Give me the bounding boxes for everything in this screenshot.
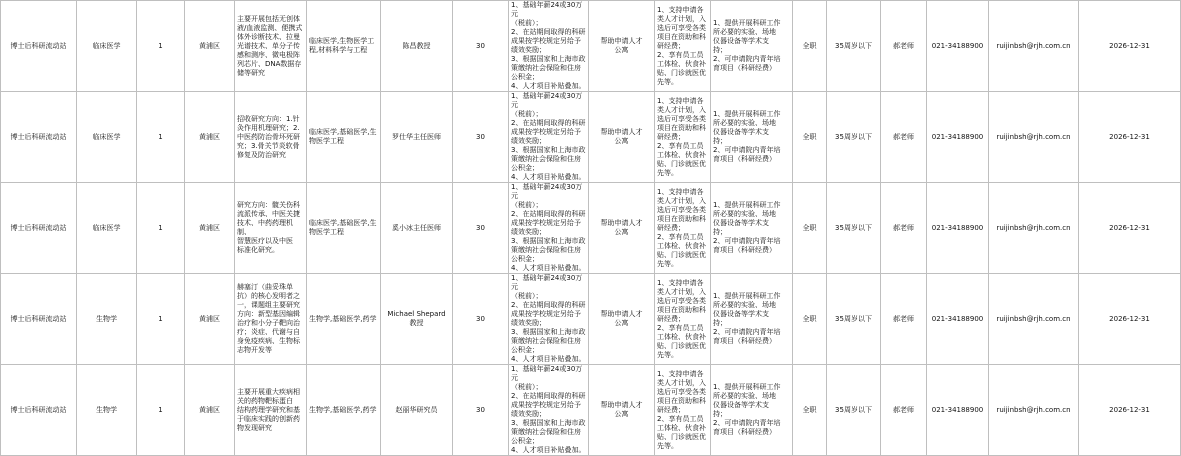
cell-line: 主要开展包括无创体 <box>237 14 300 23</box>
cell-line: 项目在资助和科 <box>657 214 706 223</box>
cell-line: 选后可享受各类 <box>657 23 706 32</box>
phone-cell: 021-34188900 <box>927 365 989 456</box>
direction-cell <box>235 365 307 456</box>
cell-line: 公寓 <box>614 410 629 418</box>
salary-cell <box>509 274 589 365</box>
cell-line: 究；3.骨关节炎软骨 <box>237 141 300 150</box>
cell-line: 育项目（科研经费） <box>713 428 776 436</box>
deadline-cell: 2026-12-31 <box>1079 183 1181 274</box>
district-cell: 黄浦区 <box>185 274 235 365</box>
cell-line: 中医药防治骨坏死研 <box>237 132 300 141</box>
deadline-cell: 2026-12-31 <box>1079 1 1181 92</box>
cell-line: 液/血液监测、便携式 <box>237 23 303 32</box>
discipline-cell: 生物学 <box>77 365 137 456</box>
cell-line: 物发现研究 <box>237 423 272 432</box>
cell-line: 赵丽华研究员 <box>395 405 438 414</box>
cell-line: 成果按学校规定另给予 <box>511 37 581 45</box>
talent-cell <box>655 92 711 183</box>
discipline-cell: 生物学 <box>77 274 137 365</box>
cell-line: 成果按学校规定另给予 <box>511 310 581 318</box>
cell-line: 3、根据国家和上海市政 <box>511 419 586 427</box>
cell-line: Michael Shepard <box>387 310 446 318</box>
deadline-cell: 2026-12-31 <box>1079 365 1181 456</box>
cell-line: 1、支持申请各 <box>657 5 704 14</box>
cell-line: 2、享有员工员 <box>657 414 704 423</box>
cell-line: 策缴纳社会保险和住房 <box>511 246 581 254</box>
cell-line: 策缴纳社会保险和住房 <box>511 64 581 72</box>
cell-line: 2、在站期间取得的科研 <box>511 119 586 127</box>
supervisor-cell <box>381 183 453 274</box>
station-cell: 博士后科研流动站 <box>1 183 77 274</box>
cell-line: 1、提供开展科研工作 <box>713 201 781 209</box>
cell-line: 公积金； <box>511 164 539 172</box>
salary-cell <box>509 1 589 92</box>
cell-line: 帮助申请人才 <box>600 219 643 227</box>
cell-line: 工体检、伙食补 <box>657 59 706 68</box>
cell-line: 3、根据国家和上海市政 <box>511 328 586 336</box>
cell-line: 育项目（科研经费） <box>713 337 776 345</box>
cell-line: 1、基础年薪24或30万元 <box>511 365 583 382</box>
cell-line: 研经费； <box>657 41 685 50</box>
cell-line: 1、提供开展科研工作 <box>713 292 781 300</box>
supervisor-cell <box>381 274 453 365</box>
job-type-cell: 全职 <box>793 274 827 365</box>
cell-line: 公寓 <box>614 46 629 54</box>
cell-line: 贴、门诊就医优 <box>657 250 706 259</box>
research-cell <box>711 183 793 274</box>
cell-line: 1、基础年薪24或30万元 <box>511 274 583 291</box>
housing-cell <box>589 274 655 365</box>
cell-line: 持； <box>713 228 727 236</box>
cell-line: 所必要的实验、场地 <box>713 301 776 309</box>
cell-line: 灸作用机理研究；2. <box>237 123 300 132</box>
job-type-cell: 全职 <box>793 92 827 183</box>
research-cell <box>711 274 793 365</box>
cell-line: 工体检、伙食补 <box>657 332 706 341</box>
cell-line: 2、享有员工员 <box>657 323 704 332</box>
salary-cell <box>509 183 589 274</box>
housing-cell <box>589 183 655 274</box>
cell-line: 贴、门诊就医优 <box>657 341 706 350</box>
cell-line: 育项目（科研经费） <box>713 64 776 72</box>
cell-line: 2、可申请院内青年培 <box>713 328 781 336</box>
cell-line: 招收研究方向：1.针 <box>237 114 300 123</box>
job-type-cell: 全职 <box>793 183 827 274</box>
email-cell: ruijinbsh@rjh.com.cn <box>989 274 1079 365</box>
cell-line: 1、支持申请各 <box>657 369 704 378</box>
cell-line: 4、人才项目补贴叠加。 <box>511 446 586 454</box>
count-cell: 1 <box>137 365 185 456</box>
age-limit-cell: 35周岁以下 <box>827 92 881 183</box>
cell-line: 疗；炎症、代谢与自 <box>237 328 300 336</box>
cell-line: 所必要的实验、场地 <box>713 119 776 127</box>
cell-line: 类人才计划，入 <box>657 14 706 23</box>
cell-line: （税前）； <box>511 292 543 300</box>
cell-line: 公积金； <box>511 73 539 81</box>
cell-line: 育项目（科研经费） <box>713 246 776 254</box>
count-cell: 1 <box>137 92 185 183</box>
cell-line: 研经费； <box>657 132 685 141</box>
supervisor-cell <box>381 365 453 456</box>
cell-line: 罗仕华主任医师 <box>392 132 441 141</box>
cell-line: 1、基础年薪24或30万元 <box>511 1 583 18</box>
cell-line: 先等。 <box>657 77 678 86</box>
cell-line: 仪器设备等学术支 <box>713 401 769 409</box>
email-cell: ruijinbsh@rjh.com.cn <box>989 1 1079 92</box>
cell-line: 3、根据国家和上海市政 <box>511 146 586 154</box>
cell-line: 类人才计划，入 <box>657 378 706 387</box>
cell-line: 治疗和小分子靶向治 <box>237 319 300 327</box>
cell-line: 2、可申请院内青年培 <box>713 419 781 427</box>
cell-line: 所必要的实验、场地 <box>713 392 776 400</box>
talent-cell <box>655 1 711 92</box>
phone-cell: 021-34188900 <box>927 92 989 183</box>
cell-line: 绩效奖励； <box>511 228 546 236</box>
cell-line: 公寓 <box>614 319 629 327</box>
cell-line: 工体检、伙食补 <box>657 241 706 250</box>
cell-line: 成果按学校规定另给予 <box>511 128 581 136</box>
cell-line: 标准化研究。 <box>237 246 279 254</box>
cell-line: 2、享有员工员 <box>657 50 704 59</box>
age-cell: 30 <box>453 365 509 456</box>
cell-line: （税前）； <box>511 19 543 27</box>
station-cell: 博士后科研流动站 <box>1 92 77 183</box>
cell-line: 2、享有员工员 <box>657 232 704 241</box>
cell-line: 仪器设备等学术支 <box>713 219 769 227</box>
cell-line: 选后可享受各类 <box>657 296 706 305</box>
contact-cell: 郝老师 <box>881 183 927 274</box>
cell-line: 公积金； <box>511 346 539 354</box>
cell-line: 临床医学,基础医学,生 <box>309 128 377 136</box>
table-row <box>1 183 1181 274</box>
cell-line: 教授 <box>409 319 424 327</box>
research-cell <box>711 365 793 456</box>
housing-cell <box>589 92 655 183</box>
table-body <box>1 1 1181 456</box>
contact-cell: 郝老师 <box>881 1 927 92</box>
cell-line: 持； <box>713 137 727 145</box>
supervisor-cell <box>381 92 453 183</box>
cell-line: 列芯片、DNA数据存 <box>237 59 302 68</box>
cell-line: 物医学工程 <box>309 228 344 236</box>
table-row <box>1 365 1181 456</box>
cell-line: 工体检、伙食补 <box>657 423 706 432</box>
cell-line: 1、提供开展科研工作 <box>713 110 781 118</box>
cell-line: 类人才计划，入 <box>657 196 706 205</box>
cell-line: 修复及防治研究 <box>237 150 286 159</box>
cell-line: 奚小冰主任医师 <box>392 223 441 232</box>
fields-cell <box>307 1 381 92</box>
housing-cell <box>589 1 655 92</box>
cell-line: 贴、门诊就医优 <box>657 68 706 77</box>
cell-line: （税前）； <box>511 201 543 209</box>
direction-cell <box>235 274 307 365</box>
cell-line: 3、根据国家和上海市政 <box>511 237 586 245</box>
discipline-cell: 临床医学 <box>77 183 137 274</box>
contact-cell: 郝老师 <box>881 92 927 183</box>
cell-line: 选后可享受各类 <box>657 205 706 214</box>
cell-line: 方向：新型基因编辑 <box>237 310 300 318</box>
fields-cell <box>307 365 381 456</box>
cell-line: 帮助申请人才 <box>600 401 643 409</box>
cell-line: 体外诊断技术、拉曼 <box>237 32 300 41</box>
cell-line: （税前）； <box>511 383 543 391</box>
cell-line: 持； <box>713 410 727 418</box>
talent-cell <box>655 183 711 274</box>
cell-line: 于临床实践的创新药 <box>237 414 300 423</box>
cell-line: 类人才计划，入 <box>657 287 706 296</box>
direction-cell <box>235 183 307 274</box>
salary-cell <box>509 92 589 183</box>
count-cell: 1 <box>137 1 185 92</box>
job-type-cell: 全职 <box>793 365 827 456</box>
cell-line: 选后可享受各类 <box>657 114 706 123</box>
cell-line: 项目在资助和科 <box>657 32 706 41</box>
research-cell <box>711 1 793 92</box>
cell-line: 流派传承、中医关捷 <box>237 210 300 218</box>
cell-line: 绩效奖励； <box>511 410 546 418</box>
cell-line: 公积金； <box>511 255 539 263</box>
cell-line: 2、可申请院内青年培 <box>713 146 781 154</box>
cell-line: 贴、门诊就医优 <box>657 159 706 168</box>
cell-line: 感和测序、微电极阵 <box>237 50 300 59</box>
housing-cell <box>589 365 655 456</box>
cell-line: 研经费； <box>657 405 685 414</box>
cell-line: 1、提供开展科研工作 <box>713 383 781 391</box>
cell-line: 研经费； <box>657 314 685 323</box>
cell-line: 所必要的实验、场地 <box>713 210 776 218</box>
cell-line: 策缴纳社会保险和住房 <box>511 428 581 436</box>
contact-cell: 郝老师 <box>881 365 927 456</box>
cell-line: 1、支持申请各 <box>657 96 704 105</box>
contact-cell: 郝老师 <box>881 274 927 365</box>
fields-cell <box>307 274 381 365</box>
cell-line: 先等。 <box>657 259 678 268</box>
cell-line: 选后可享受各类 <box>657 387 706 396</box>
cell-line: 项目在资助和科 <box>657 123 706 132</box>
cell-line: 4、人才项目补贴叠加。 <box>511 82 586 90</box>
cell-line: 2、享有员工员 <box>657 141 704 150</box>
district-cell: 黄浦区 <box>185 183 235 274</box>
cell-line: 2、在站期间取得的科研 <box>511 301 586 309</box>
talent-cell <box>655 274 711 365</box>
station-cell: 博士后科研流动站 <box>1 274 77 365</box>
cell-line: 4、人才项目补贴叠加。 <box>511 173 586 181</box>
cell-line: 成果按学校规定另给予 <box>511 219 581 227</box>
discipline-cell: 临床医学 <box>77 92 137 183</box>
cell-line: 抗）的核心发明者之 <box>237 292 300 300</box>
phone-cell: 021-34188900 <box>927 183 989 274</box>
cell-line: 帮助申请人才 <box>600 37 643 45</box>
age-limit-cell: 35周岁以下 <box>827 183 881 274</box>
cell-line: （税前）； <box>511 110 543 118</box>
cell-line: 关的药物靶标蛋白 <box>237 396 293 405</box>
cell-line: 程,材料科学与工程 <box>309 46 368 54</box>
email-cell: ruijinbsh@rjh.com.cn <box>989 92 1079 183</box>
table-row <box>1 1 1181 92</box>
cell-line: 临床医学,基础医学,生 <box>309 219 377 227</box>
cell-line: 4、人才项目补贴叠加。 <box>511 355 586 363</box>
age-cell: 30 <box>453 183 509 274</box>
fields-cell <box>307 183 381 274</box>
cell-line: 先等。 <box>657 441 678 450</box>
district-cell: 黄浦区 <box>185 1 235 92</box>
age-limit-cell: 35周岁以下 <box>827 365 881 456</box>
cell-line: 赫塞汀（曲妥珠单 <box>237 283 293 291</box>
station-cell: 博士后科研流动站 <box>1 1 77 92</box>
cell-line: 4、人才项目补贴叠加。 <box>511 264 586 272</box>
email-cell: ruijinbsh@rjh.com.cn <box>989 183 1079 274</box>
deadline-cell: 2026-12-31 <box>1079 274 1181 365</box>
cell-line: 生物学,基础医学,药学 <box>309 314 377 323</box>
salary-cell <box>509 365 589 456</box>
cell-line: 技术、中药药理机制、 <box>237 219 293 236</box>
direction-cell <box>235 1 307 92</box>
cell-line: 绩效奖励； <box>511 46 546 54</box>
cell-line: 仪器设备等学术支 <box>713 310 769 318</box>
district-cell: 黄浦区 <box>185 92 235 183</box>
cell-line: 公积金； <box>511 437 539 445</box>
cell-line: 贴、门诊就医优 <box>657 432 706 441</box>
cell-line: 持； <box>713 319 727 327</box>
cell-line: 一，课题组主要研究 <box>237 301 300 309</box>
station-cell: 博士后科研流动站 <box>1 365 77 456</box>
cell-line: 临床医学,生物医学工 <box>309 37 375 45</box>
cell-line: 身免疫疾病、生物标 <box>237 337 300 345</box>
age-cell: 30 <box>453 92 509 183</box>
cell-line: 策缴纳社会保险和住房 <box>511 337 581 345</box>
cell-line: 1、支持申请各 <box>657 278 704 287</box>
research-cell <box>711 92 793 183</box>
email-cell: ruijinbsh@rjh.com.cn <box>989 365 1079 456</box>
cell-line: 仪器设备等学术支 <box>713 128 769 136</box>
cell-line: 3、根据国家和上海市政 <box>511 55 586 63</box>
cell-line: 2、可申请院内青年培 <box>713 237 781 245</box>
cell-line: 帮助申请人才 <box>600 128 643 136</box>
district-cell: 黄浦区 <box>185 365 235 456</box>
cell-line: 1、基础年薪24或30万元 <box>511 183 583 200</box>
cell-line: 育项目（科研经费） <box>713 155 776 163</box>
cell-line: 先等。 <box>657 350 678 359</box>
talent-cell <box>655 365 711 456</box>
cell-line: 持； <box>713 46 727 54</box>
cell-line: 公寓 <box>614 228 629 236</box>
cell-line: 物医学工程 <box>309 137 344 145</box>
deadline-cell: 2026-12-31 <box>1079 92 1181 183</box>
cell-line: 生物学,基础医学,药学 <box>309 405 377 414</box>
table-row <box>1 274 1181 365</box>
cell-line: 研经费； <box>657 223 685 232</box>
direction-cell <box>235 92 307 183</box>
cell-line: 研究方向：髋关伤科 <box>237 201 300 209</box>
cell-line: 工体检、伙食补 <box>657 150 706 159</box>
discipline-cell: 临床医学 <box>77 1 137 92</box>
cell-line: 绩效奖励； <box>511 137 546 145</box>
cell-line: 类人才计划，入 <box>657 105 706 114</box>
cell-line: 仪器设备等学术支 <box>713 37 769 45</box>
fields-cell <box>307 92 381 183</box>
cell-line: 公寓 <box>614 137 629 145</box>
cell-line: 2、可申请院内青年培 <box>713 55 781 63</box>
cell-line: 策缴纳社会保险和住房 <box>511 155 581 163</box>
count-cell: 1 <box>137 183 185 274</box>
cell-line: 绩效奖励； <box>511 319 546 327</box>
cell-line: 2、在站期间取得的科研 <box>511 28 586 36</box>
cell-line: 所必要的实验、场地 <box>713 28 776 36</box>
cell-line: 1、提供开展科研工作 <box>713 19 781 27</box>
phone-cell: 021-34188900 <box>927 1 989 92</box>
cell-line: 先等。 <box>657 168 678 177</box>
cell-line: 志物开发等 <box>237 346 272 354</box>
count-cell: 1 <box>137 274 185 365</box>
age-limit-cell: 35周岁以下 <box>827 1 881 92</box>
cell-line: 项目在资助和科 <box>657 396 706 405</box>
cell-line: 2、在站期间取得的科研 <box>511 392 586 400</box>
cell-line: 项目在资助和科 <box>657 305 706 314</box>
cell-line: 储等研究 <box>237 68 265 77</box>
cell-line: 陈昌教授 <box>402 41 431 50</box>
job-type-cell: 全职 <box>793 1 827 92</box>
cell-line: 光谱技术、单分子传 <box>237 41 300 50</box>
age-cell: 30 <box>453 274 509 365</box>
supervisor-cell <box>381 1 453 92</box>
age-limit-cell: 35周岁以下 <box>827 274 881 365</box>
cell-line: 成果按学校规定另给予 <box>511 401 581 409</box>
cell-line: 结构药理学研究和基 <box>237 405 300 414</box>
cell-line: 2、在站期间取得的科研 <box>511 210 586 218</box>
cell-line: 智慧医疗以及中医 <box>237 237 293 245</box>
table-row <box>1 92 1181 183</box>
age-cell: 30 <box>453 1 509 92</box>
cell-line: 帮助申请人才 <box>600 310 643 318</box>
cell-line: 1、支持申请各 <box>657 187 704 196</box>
cell-line: 1、基础年薪24或30万元 <box>511 92 583 109</box>
phone-cell: 021-34188900 <box>927 274 989 365</box>
cell-line: 主要开展重大疾病相 <box>237 387 300 396</box>
